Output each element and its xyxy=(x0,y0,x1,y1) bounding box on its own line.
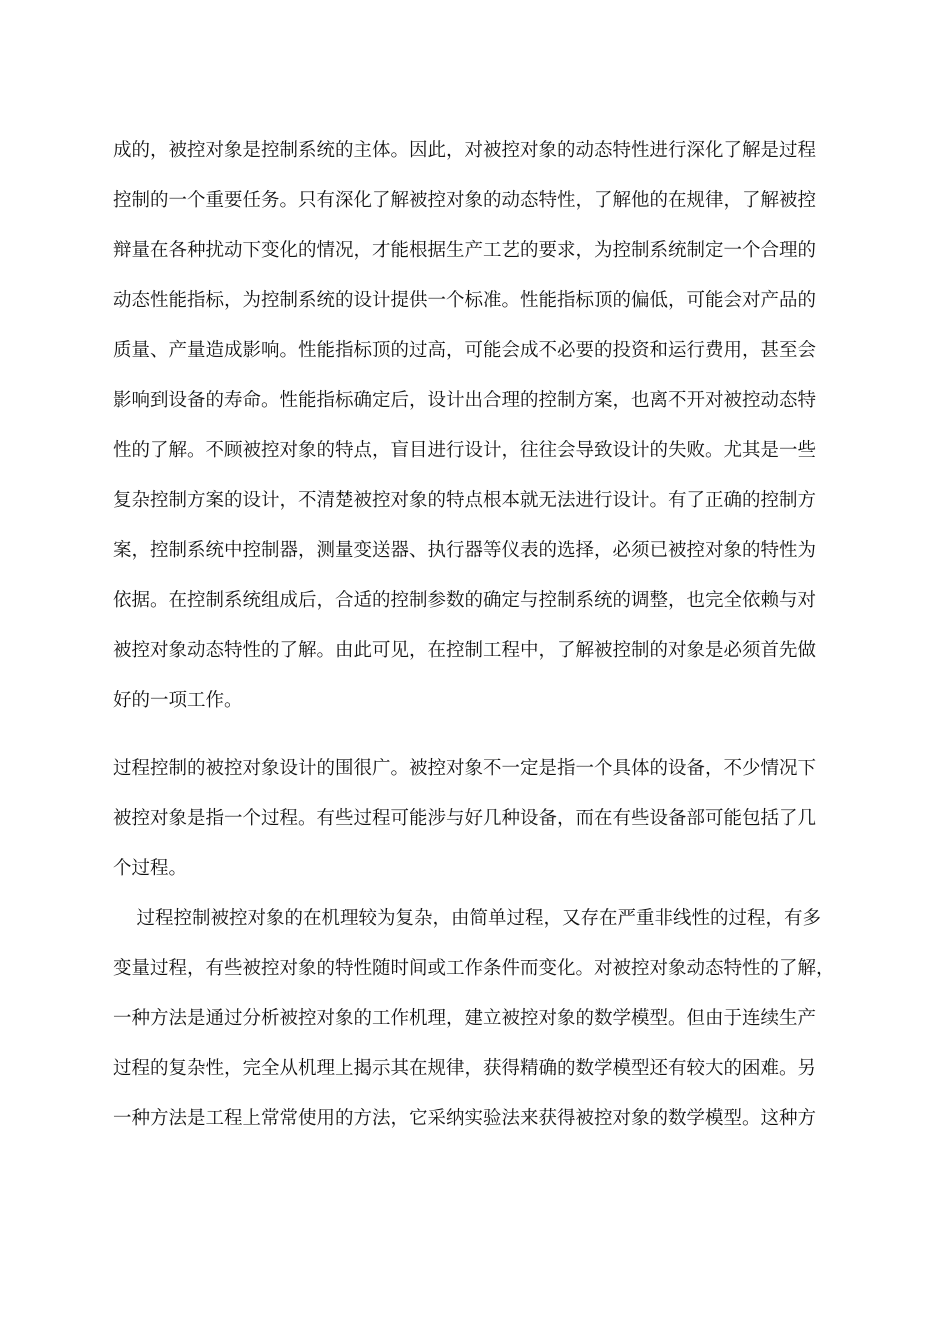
text-line: 过程控制被控对象的在机理较为复杂，由简单过程，又存在严重非线性的过程，有多 xyxy=(113,908,822,929)
text-line: 好的一项工作。 xyxy=(113,690,243,711)
text-line: 动态性能指标，为控制系统的设计提供一个标准。性能指标顶的偏低，可能会对产品的 xyxy=(113,290,817,311)
text-line: 一种方法是工程上常常使用的方法，它采纳实验法来获得被控对象的数学模型。这种方 xyxy=(113,1108,817,1129)
text-line: 成的，被控对象是控制系统的主体。因此，对被控对象的动态特性进行深化了解是过程 xyxy=(113,140,817,161)
text-line: 个过程。 xyxy=(113,858,188,879)
text-line: 过程的复杂性，完全从机理上揭示其在规律，获得精确的数学模型还有较大的困难。另 xyxy=(113,1058,817,1079)
text-line: 性的了解。不顾被控对象的特点，盲目进行设计，往往会导致设计的失败。尤其是一些 xyxy=(113,440,817,461)
paragraph-1 xyxy=(113,133,873,733)
text-line: 变量过程，有些被控对象的特性随时间或工作条件而变化。对被控对象动态特性的了解， xyxy=(113,958,835,979)
paragraph-2 xyxy=(113,751,873,901)
text-line: 影响到设备的寿命。性能指标确定后，设计出合理的控制方案，也离不开对被控动态特 xyxy=(113,390,817,411)
body-text xyxy=(113,133,873,1151)
text-line: 辩量在各种扰动下变化的情况，才能根据生产工艺的要求，为控制系统制定一个合理的 xyxy=(113,240,817,261)
text-line: 被控对象是指一个过程。有些过程可能涉与好几种设备，而在有些设备部可能包括了几 xyxy=(113,808,817,829)
text-line: 被控对象动态特性的了解。由此可见，在控制工程中，了解被控制的对象是必须首先做 xyxy=(113,640,817,661)
text-line: 依据。在控制系统组成后，合适的控制参数的确定与控制系统的调整，也完全依赖与对 xyxy=(113,590,817,611)
text-line: 案，控制系统中控制器，测量变送器、执行器等仪表的选择，必须已被控对象的特性为 xyxy=(113,540,817,561)
text-line: 复杂控制方案的设计，不清楚被控对象的特点根本就无法进行设计。有了正确的控制方 xyxy=(113,490,817,511)
text-line: 质量、产量造成影响。性能指标顶的过高，可能会成不必要的投资和运行费用，甚至会 xyxy=(113,340,817,361)
paragraph-3 xyxy=(113,901,873,1151)
text-line: 一种方法是通过分析被控对象的工作机理，建立被控对象的数学模型。但由于连续生产 xyxy=(113,1008,817,1029)
text-line: 过程控制的被控对象设计的围很广。被控对象不一定是指一个具体的设备，不少情况下 xyxy=(113,758,817,779)
text-line: 控制的一个重要任务。只有深化了解被控对象的动态特性，了解他的在规律，了解被控 xyxy=(113,190,817,211)
paragraph-gap xyxy=(113,733,873,751)
